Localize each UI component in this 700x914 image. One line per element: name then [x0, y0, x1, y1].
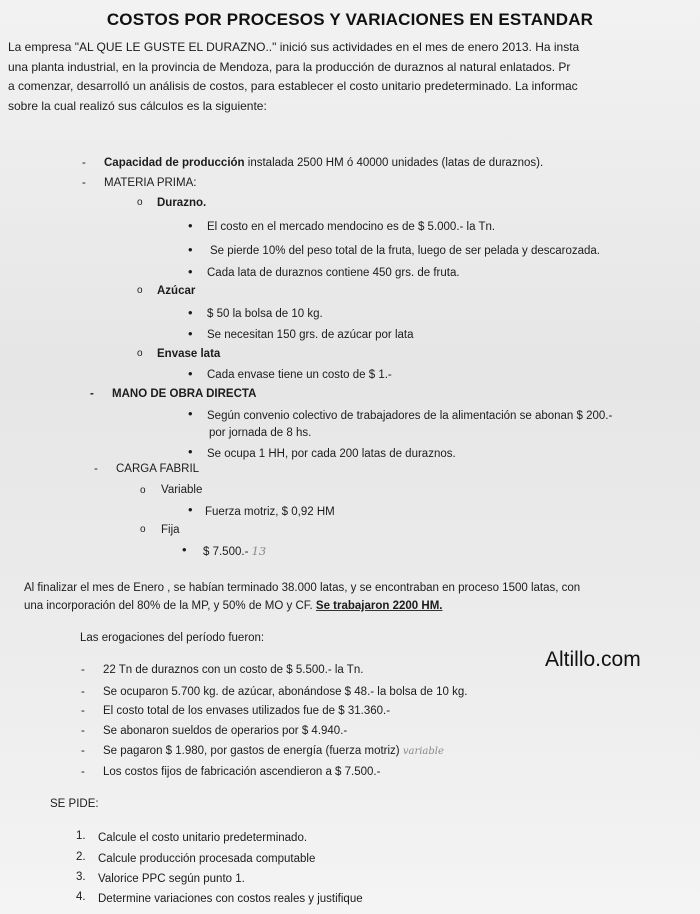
azucar-label: Azúcar: [157, 285, 196, 297]
capacidad-text: instalada 2500 HM ó 40000 unidades (latas de duraznos).: [244, 157, 544, 169]
erogacion-item: - Se abonaron sueldos de operarios por $ 4.940.-: [103, 723, 347, 739]
circle-bullet-icon: o: [137, 348, 143, 359]
intro-line: a comenzar, desarrolló un análisis de costos, para establecer el costo unitario predeterminado. La informac: [8, 79, 578, 93]
bullet-icon: •: [188, 444, 193, 459]
envase-item: Cada envase tiene un costo de $ 1.-: [207, 369, 392, 381]
variable-item: Fuerza motriz, $ 0,92 HM: [205, 506, 335, 518]
intro-line: La empresa "AL QUE LE GUSTE EL DURAZNO.." inició sus actividades en el mes de enero 2013. Ha insta: [8, 40, 580, 54]
circle-bullet-icon: o: [137, 285, 143, 296]
azucar-item: $ 50 la bolsa de 10 kg.: [207, 308, 323, 320]
se-pide-item: Calcule el costo unitario predeterminado.: [98, 832, 308, 844]
circle-bullet-icon: o: [140, 485, 146, 496]
bullet-icon: •: [182, 542, 187, 557]
durazno-item: Se pierde 10% del peso total de la fruta, luego de ser pelada y descarozada.: [210, 245, 600, 257]
circle-bullet-icon: o: [140, 524, 146, 535]
erogaciones-heading: Las erogaciones del período fueron:: [80, 632, 265, 644]
se-pide-item: Determine variaciones con costos reales y justifique: [98, 893, 363, 905]
bullet-icon: •: [188, 406, 193, 421]
finalizar-highlight: Se trabajaron 2200 HM.: [315, 600, 443, 612]
carga-fabril-heading: - CARGA FABRIL: [116, 461, 199, 477]
erogacion-item: - Los costos fijos de fabricación ascendieron a $ 7.500.-: [103, 764, 380, 780]
capacidad-line: [104, 155, 543, 171]
variable-label: Variable: [161, 484, 203, 496]
bullet-icon: •: [188, 326, 193, 341]
list-number: 3.: [76, 871, 86, 883]
materia-prima-heading: - MATERIA PRIMA:: [104, 175, 196, 191]
erogacion-item: - Se ocuparon 5.700 kg. de azúcar, abonándose $ 48.- la bolsa de 10 kg.: [103, 684, 467, 700]
mano-obra-item: por jornada de 8 hs.: [209, 427, 312, 439]
bullet-icon: •: [188, 366, 193, 381]
list-number: 1.: [76, 830, 86, 842]
bullet-icon: •: [188, 264, 193, 279]
erogacion-item: [103, 743, 444, 760]
envase-label: Envase lata: [157, 348, 221, 360]
handwritten-note: 13: [251, 544, 267, 558]
circle-bullet-icon: o: [137, 197, 143, 208]
intro-line: una planta industrial, en la provincia de Mendoza, para la producción de duraznos al natural enlatados. Pr: [8, 59, 571, 74]
mano-obra-item: Se ocupa 1 HH, por cada 200 latas de duraznos.: [207, 448, 456, 460]
bullet-icon: •: [188, 242, 193, 257]
finalizar-text: una incorporación del 80% de la MP, y 50% de MO y CF.: [24, 600, 313, 612]
intro-line: sobre la cual realizó sus cálculos es la siguiente:: [8, 98, 267, 113]
fija-item: [203, 543, 266, 560]
se-pide-item: Calcule producción procesada computable: [98, 853, 316, 865]
azucar-item: Se necesitan 150 grs. de azúcar por lata: [207, 329, 414, 341]
durazno-item: Cada lata de duraznos contiene 450 grs. de fruta.: [207, 267, 460, 279]
finalizar-line: Al finalizar el mes de Enero , se habían terminado 38.000 latas, y se encontraban en proceso 1500 latas, con: [24, 582, 581, 594]
erogacion-text: Se pagaron $ 1.980, por gastos de energía (fuerza motriz): [103, 745, 400, 757]
bullet-icon: •: [188, 305, 193, 320]
fija-value: $ 7.500.-: [203, 546, 249, 558]
se-pide-item: Valorice PPC según punto 1.: [98, 873, 245, 885]
mano-obra-item: Según convenio colectivo de trabajadores de la alimentación se abonan $ 200.-: [207, 410, 613, 422]
bullet-icon: •: [188, 218, 193, 233]
erogacion-item: - El costo total de los envases utilizados fue de $ 31.360.-: [103, 703, 390, 719]
mano-obra-heading: - MANO DE OBRA DIRECTA: [112, 386, 256, 402]
handwritten-note: variable: [402, 746, 444, 757]
se-pide-heading: SE PIDE:: [50, 798, 99, 810]
finalizar-line: [24, 598, 442, 614]
fija-label: Fija: [161, 524, 180, 536]
bullet-icon: •: [188, 502, 193, 517]
site-watermark: Altillo.com: [545, 648, 641, 671]
erogacion-item: - 22 Tn de duraznos con un costo de $ 5.500.- la Tn.: [103, 662, 363, 678]
capacidad-label: Capacidad de producción: [104, 157, 245, 169]
document-title: COSTOS POR PROCESOS Y VARIACIONES EN ESTANDAR: [106, 10, 594, 29]
durazno-item: El costo en el mercado mendocino es de $ 5.000.- la Tn.: [207, 221, 496, 233]
list-number: 2.: [76, 851, 86, 863]
list-number: 4.: [76, 891, 86, 903]
intro-paragraph: [8, 38, 698, 116]
durazno-label: Durazno.: [157, 197, 207, 209]
